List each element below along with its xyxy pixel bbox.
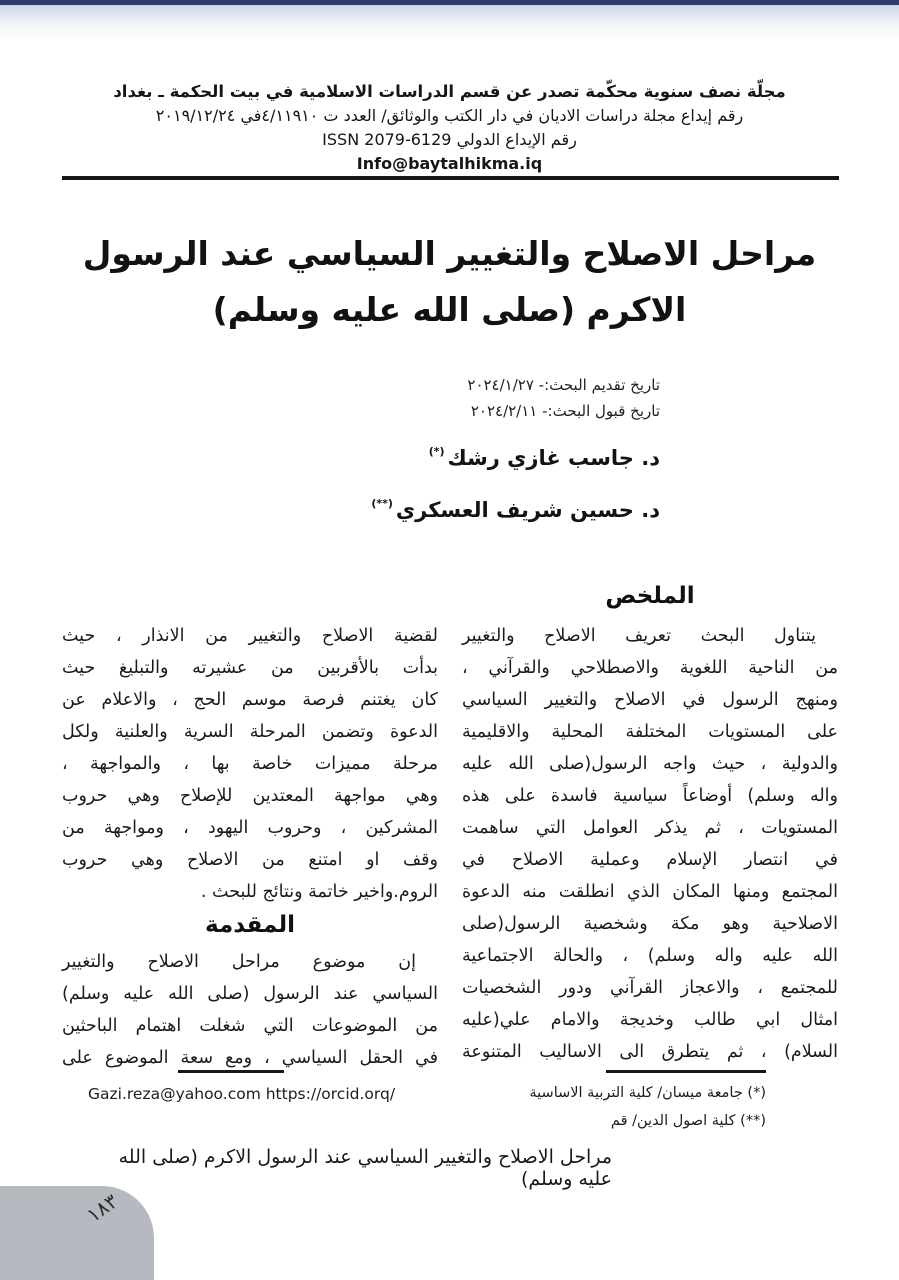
journal-email: Info@baytalhikma.iq bbox=[356, 154, 543, 173]
abstract-heading: الملخص bbox=[605, 583, 695, 609]
issn-label: رقم الإيداع الدولي bbox=[456, 130, 577, 149]
article-title-line-2: الاكرم (صلى الله عليه وسلم) bbox=[212, 290, 687, 329]
footnote-separator-right bbox=[606, 1070, 766, 1073]
abstract-line: الله عليه واله وسلم) ، والحالة الاجتماعية bbox=[462, 946, 838, 966]
introduction-line: السياسي عند الرسول (صلى الله عليه وسلم) bbox=[62, 984, 438, 1004]
abstract-continuation-line: الدعوة وتضمن المرحلة السرية والعلنية ولكل bbox=[62, 722, 438, 742]
author-1-footnote-marker: (*) bbox=[428, 445, 445, 458]
scan-corner-shadow bbox=[0, 1186, 154, 1280]
affiliation-list bbox=[520, 1079, 766, 1135]
abstract-continuation-line: وهي مواجهة المعتدين للإصلاح وهي حروب bbox=[62, 786, 438, 806]
introduction-line: إن موضوع مراحل الاصلاح والتغيير bbox=[62, 952, 416, 972]
author-1-text: د. جاسب غازي رشك bbox=[447, 446, 660, 470]
deposit-number-line: رقم إيداع مجلة دراسات الاديان في دار الكتب والوثائق/ العدد ت ٤/١١٩١٠في ٢٠١٩/١٢/٢٤ bbox=[155, 106, 744, 125]
page-number: ١٨٣ bbox=[82, 1188, 123, 1228]
issn-line bbox=[30, 128, 869, 152]
article-title-line-1: مراحل الاصلاح والتغيير السياسي عند الرسول bbox=[82, 234, 817, 273]
footnote-separator-left bbox=[178, 1070, 284, 1073]
introduction-line: من الموضوعات التي شغلت اهتمام الباحثين bbox=[62, 1016, 438, 1036]
abstract-continuation-line: لقضية الاصلاح والتغيير من الانذار ، حيث bbox=[62, 626, 438, 646]
abstract-line: على المستويات المختلفة المحلية والاقليمية bbox=[462, 722, 838, 742]
authors-block bbox=[371, 430, 660, 534]
abstract-continuation-line: المشركين ، وحروب اليهود ، ومواجهة من bbox=[62, 818, 438, 838]
abstract-line: ومنهج الرسول في الاصلاح والتغيير السياسي bbox=[462, 690, 838, 710]
abstract-line: المستويات ، ثم يذكر العوامل التي ساهمت bbox=[462, 818, 838, 838]
author-name-1 bbox=[371, 430, 660, 482]
author-2-text: د. حسين شريف العسكري bbox=[395, 498, 660, 522]
abstract-continuation-line: بدأت بالأقربين من عشيرته والتبليغ حيث bbox=[62, 658, 438, 678]
issn-number: ISSN 2079-6129 bbox=[322, 130, 452, 149]
submission-dates bbox=[467, 372, 660, 424]
introduction-heading: المقدمة bbox=[205, 912, 295, 938]
running-title-footer: مراحل الاصلاح والتغيير السياسي عند الرسول الاكرم (صلى الله عليه وسلم) bbox=[118, 1146, 612, 1190]
affiliation-footnote: (**) كلية اصول الدين/ قم bbox=[610, 1113, 766, 1129]
journal-header bbox=[30, 80, 869, 176]
date-accepted: تاريخ قبول البحث:- ٢٠٢٤/٢/١١ bbox=[470, 402, 660, 420]
scan-top-gradient bbox=[0, 5, 899, 41]
abstract-continuation-line: الروم.واخير خاتمة ونتائج للبحث . bbox=[200, 882, 438, 902]
abstract-paragraph bbox=[462, 620, 838, 1068]
introduction-line: في الحقل السياسي ، ومع سعة الموضوع على bbox=[62, 1048, 438, 1068]
abstract-continuation-line: وقف او امتنع من الاصلاح وهي حروب bbox=[62, 850, 438, 870]
contact-footnote bbox=[88, 1070, 418, 1107]
article-title bbox=[40, 226, 859, 338]
abstract-line: يتناول البحث تعريف الاصلاح والتغيير bbox=[462, 626, 816, 646]
intro-column bbox=[62, 620, 438, 1074]
affiliation-footnote: (*) جامعة ميسان/ كلية التربية الاساسية bbox=[529, 1085, 766, 1101]
introduction-paragraph bbox=[62, 946, 438, 1074]
abstract-continuation-line: مرحلة مميزات خاصة بها ، والمواجهة ، bbox=[62, 754, 438, 774]
abstract-line: من الناحية اللغوية والاصطلاحي والقرآني ، bbox=[462, 658, 838, 678]
contact-email-orcid: Gazi.reza@yahoo.com https://orcid.orq/ bbox=[88, 1085, 396, 1103]
abstract-continuation-paragraph bbox=[62, 620, 438, 908]
abstract-continuation-line: كان يغتنم فرصة موسم الحج ، والاعلام عن bbox=[62, 690, 438, 710]
affiliation-footnotes bbox=[520, 1070, 766, 1135]
abstract-line: والدولية ، حيث واجه الرسول(صلى الله عليه bbox=[462, 754, 838, 774]
abstract-line: للمجتمع ، والاعجاز القرآني ودور الشخصيات bbox=[462, 978, 838, 998]
author-2-footnote-marker: (**) bbox=[371, 497, 393, 510]
abstract-line: في انتصار الإسلام وعملية الاصلاح في bbox=[462, 850, 838, 870]
abstract-line: السلام) ، ثم يتطرق الى الاساليب المتنوعة bbox=[462, 1042, 838, 1062]
abstract-line: الاصلاحية وهو مكة وشخصية الرسول(صلى bbox=[462, 914, 838, 934]
header-divider-rule bbox=[62, 176, 839, 180]
journal-description: مجلّة نصف سنوية محكّمة تصدر عن قسم الدراسات الاسلامية في بيت الحكمة ـ بغداد bbox=[113, 82, 786, 101]
abstract-line: امثال ابي طالب وخديجة والامام علي(عليه bbox=[462, 1010, 838, 1030]
abstract-line: واله وسلم) أوضاعاً سياسية فاسدة على هذه bbox=[462, 786, 838, 806]
author-name-2 bbox=[371, 482, 660, 534]
date-submitted: تاريخ تقديم البحث:- ٢٠٢٤/١/٢٧ bbox=[467, 376, 660, 394]
abstract-column bbox=[462, 578, 838, 1068]
abstract-line: المجتمع ومنها المكان الذي انطلقت منه الدعوة bbox=[462, 882, 838, 902]
